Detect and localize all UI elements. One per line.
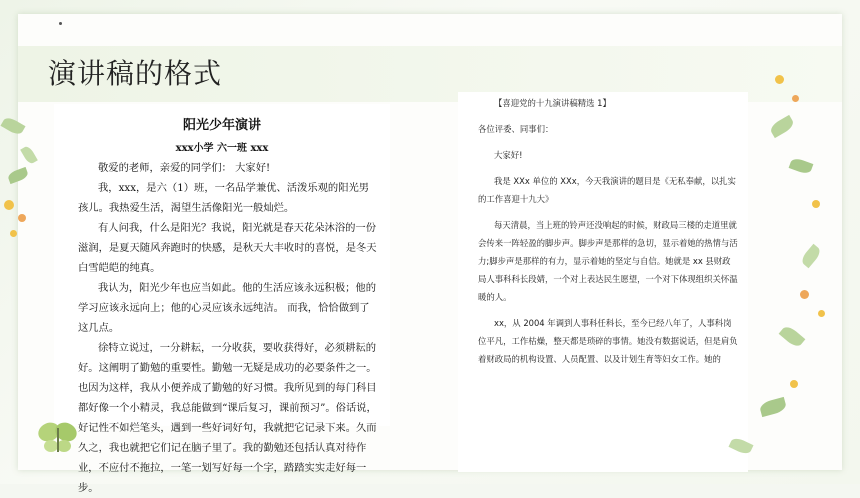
left-document-image — [54, 104, 390, 494]
right-doc-paragraph: 【喜迎党的十九演讲稿精选 1】 — [494, 98, 611, 108]
decor-dot — [59, 22, 62, 25]
flower-icon — [4, 200, 14, 210]
right-doc-paragraph: 每天清晨，当上班的铃声还没响起的时候，财政局三楼的走道里就会传来一阵轻盈的脚步声。脚步声是那样的急切，显示着她的热情与活力;脚步声是那样的有力，显示着她的坚定与自信。她就是 xx 县财政局人事科科长段婧，一个对上表达民生愿望，一个对下体现组织关怀温暖的人。 — [478, 220, 738, 302]
left-doc-subheading: xxx小学 六一班 xxx — [175, 143, 269, 154]
flower-icon — [10, 230, 17, 237]
right-doc-paragraph: 大家好! — [494, 150, 523, 160]
flower-icon — [18, 214, 26, 222]
right-doc-paragraph: 我是 XXx 单位的 XXx，今天我演讲的题目是《无私奉献，以扎实的工作喜迎十九大》 — [478, 176, 736, 204]
left-doc-paragraph: 徐特立说过，一分耕耘，一分收获，要收获得好，必须耕耘的好。这阐明了勤勉的重要性。勤勉一无疑是成功的必要条件之一。也因为这样，我从小便养成了勤勉的好习惯。我所见到的每门科目都好像一个小精灵，我总能做到“课后复习，课前预习”。俗话说，好记性不如烂笔头，遇到一些好词好句，我就把它记录下来。久而久之，我也就把它们记在脑子里了。我的勤勉还包括认真对待作业，不应付不拖拉，一笔一划写好每一个字，踏踏实实走好每一步。 — [78, 342, 377, 494]
left-doc-paragraph: 我，xxx，是六（1）班，一名品学兼优、活泼乐观的阳光男孩儿。我热爱生活，渴望生活像阳光一般灿烂。 — [78, 182, 370, 214]
right-doc-paragraph: xx，从 2004 年调到人事科任科长，至今已经八年了，人事科岗位平凡，工作枯燥，整天都是琐碎的事情。她没有数据说话，但是肩负着财政局的机构设置、人员配置、以及计划生育等妇女工作。她的 — [478, 318, 738, 364]
flower-icon — [790, 380, 798, 388]
butterfly-icon — [36, 418, 80, 458]
slide-title: 演讲稿的格式 — [48, 57, 223, 90]
right-document-image — [458, 92, 748, 472]
flower-icon — [818, 310, 825, 317]
flower-icon — [800, 290, 809, 299]
left-doc-paragraph: 我认为，阳光少年也应当如此。他的生活应该永远积极；他的学习应该永远向上；他的心灵应该永远纯洁。 而我，恰恰做到了这几点。 — [78, 282, 377, 334]
left-doc-paragraph: 敬爱的老师，亲爱的同学们： 大家好! — [98, 162, 271, 174]
left-doc-heading: 阳光少年演讲 — [182, 118, 261, 133]
flower-icon — [792, 95, 799, 102]
left-doc-paragraph: 有人问我，什么是阳光？我说，阳光就是春天花朵沐浴的一份滋润，是夏天随风奔跑时的快感，是秋天大丰收时的喜悦，是冬天白雪皑皑的纯真。 — [78, 222, 377, 274]
flower-icon — [775, 75, 784, 84]
flower-icon — [812, 200, 820, 208]
right-doc-paragraph: 各位评委、同事们： — [478, 124, 554, 134]
